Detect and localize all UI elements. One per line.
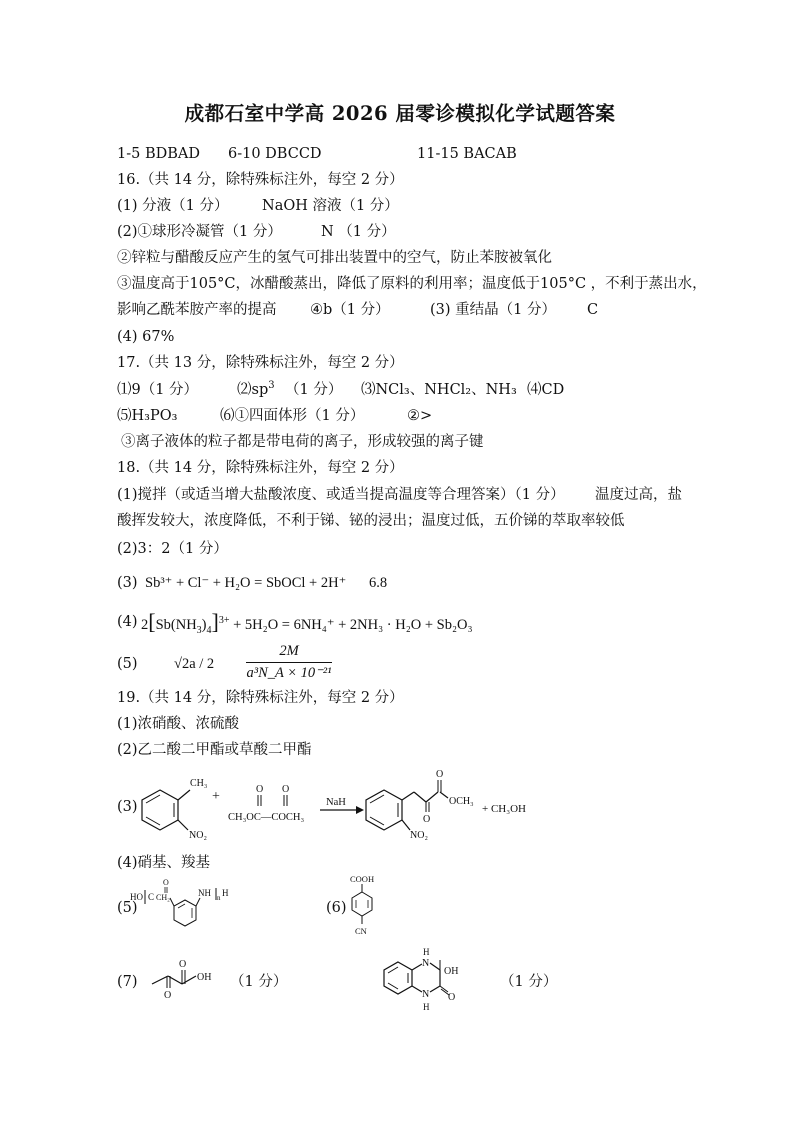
polyamide-structure xyxy=(130,876,240,936)
q19-5-label: (5) xyxy=(117,900,138,916)
svg-text:NaH: NaH xyxy=(326,797,346,808)
q19-6-label: (6) xyxy=(326,900,347,916)
svg-text:CH₃: CH₃ xyxy=(190,778,208,789)
mc-11-15: 11-15 BACAB xyxy=(417,146,517,162)
half-sqrt2-a: √2a / 2 xyxy=(174,656,215,672)
q16-line-4: ③温度高于105°C，冰醋酸蒸出，降低了原料的利用率；温度低于105°C ，不利于蒸出水， xyxy=(117,276,707,292)
mc-1-5: 1-5 BDBAD xyxy=(117,146,200,162)
svg-text:NO₂: NO₂ xyxy=(189,830,207,841)
svg-text:CH₃OC—COCH₃: CH₃OC—COCH₃ xyxy=(228,812,305,823)
svg-text:H: H xyxy=(423,947,430,957)
svg-text:O: O xyxy=(256,784,264,795)
q18-header: 18.（共 14 分，除特殊标注外，每空 2 分） xyxy=(117,460,404,476)
svg-text:+: + xyxy=(212,789,220,804)
svg-text:HO: HO xyxy=(130,892,143,902)
svg-text:N: N xyxy=(422,989,430,1000)
reaction-scheme xyxy=(130,768,530,848)
svg-text:OH: OH xyxy=(197,972,212,983)
reaction-arrow xyxy=(320,797,364,814)
pyruvic-acid-structure xyxy=(146,956,216,1006)
q19-line-4: (4)硝基、羧基 xyxy=(117,855,211,871)
svg-text:N: N xyxy=(422,958,430,969)
svg-text:OCH₃: OCH₃ xyxy=(449,796,474,807)
cyanobenzoic-acid-structure xyxy=(340,872,400,942)
svg-text:CN: CN xyxy=(355,926,367,936)
svg-text:O: O xyxy=(436,769,444,780)
mc-6-10: 6-10 DBCCD xyxy=(228,146,322,162)
svg-text:NO₂: NO₂ xyxy=(410,830,428,841)
q19-line-1: (1)浓硝酸、浓硫酸 xyxy=(117,716,240,732)
nitrophenyl-pyruvate-ester-structure xyxy=(366,769,474,841)
svg-text:n: n xyxy=(217,894,221,902)
q16-line-6: (4) 67% xyxy=(117,329,175,345)
svg-text:C: C xyxy=(148,892,155,902)
svg-text:O: O xyxy=(163,878,169,887)
svg-text:H: H xyxy=(222,888,229,898)
sb-complex-equation: $2[Sb(NH_3)_4]^{3+} + 5H_2O = 6NH_4^+ + 2NH_3 \cdot H_2O + Sb_2O_3$ xyxy=(141,609,473,636)
q19-header: 19.（共 14 分，除特殊标注外，每空 2 分） xyxy=(117,690,404,706)
density-fraction: $\frac{2M}{\text{a³N\_A × 10⁻²¹}}$ xyxy=(246,643,332,681)
q19-line-2: (2)乙二酸二甲酯或草酸二甲酯 xyxy=(117,742,312,758)
svg-text:O: O xyxy=(282,784,290,795)
svg-text:O: O xyxy=(179,959,187,970)
sbocl-equation: Sb³⁺ + Cl⁻ + H₂O = SbOCl + 2H⁺ xyxy=(145,575,347,591)
svg-text:OH: OH xyxy=(444,966,459,977)
page-title: 成都石室中学高 2026 届零诊模拟化学试题答案 xyxy=(184,102,616,125)
q16-line-3: ②锌粒与醋酸反应产生的氢气可排出装置中的空气，防止苯胺被氧化 xyxy=(117,250,552,266)
dimethyl-oxalate-structure xyxy=(228,784,305,823)
svg-text:H: H xyxy=(423,1002,430,1012)
svg-text:O: O xyxy=(448,992,456,1003)
svg-text:+ CH₃OH: + CH₃OH xyxy=(482,803,526,815)
svg-text:COOH: COOH xyxy=(350,874,375,884)
q19-7a-score: （1 分） xyxy=(230,974,288,990)
q19-7-label: (7) xyxy=(117,974,138,990)
answer-sheet-page: 成都石室中学高 2026 届零诊模拟化学试题答案 1-5 BDBAD 6-10 DBCCD 11-15 BACAB 16.（共 14 分，除特殊标注外，每空 2 分） (1) 分液（1 分） NaOH 溶液（1 分） (2)①球形冷凝管（1 分） N （1 分） ②锌粒与醋酸反应产生的氢气可排出装置中的空气，防止苯胺被氧化 ③温度高于105°C，冰醋酸蒸出，降低了原料的利用率；温度低于105°C ，不利于蒸出水， 影响乙酰苯胺产率的提高 ④b（1 分） (3) 重结晶（1 分） C (4) 67% 17.（共 13 分，除特殊标注外，每空 2 分） ⑴9（1 分） $⑵sp^3$ （1 分） ⑶NCl₃、NHCl₂、NH₃ ⑷CD ⑸H₃PO₃ ⑹①四面体形（1 分） ②> ③离子液体的粒子都是带电荷的离子，形成较强的离子键 18.（共 14 分，除特殊标注外，每空 2 分） (1)搅拌（或适当增大盐酸浓度、或适当提高温度等合理答案）（1 分） 温度过高，盐 酸挥发较大，浓度降低，不利于锑、铋的浸出；温度过低，五价锑的萃取率较低 (2)3：2（1 分） (3) Sb³⁺ + Cl⁻ + H₂O = SbOCl + 2H⁺ 6.8 (4) $2[Sb(NH_3)_4]^{3+} + 5H_2O = 6NH_4^+ + 2NH_3 \cdot H_2O + Sb_2O_3$ (5) √2a / 2 $\frac{2M}{\text{a³N\_A × 10⁻²¹}}$ 19.（共 14 分，除特殊标注外，每空 2 分） (1)浓硝酸、浓硫酸 (2)乙二酸二甲酯或草酸二甲酯 (3) CH₃ NO₂ + O O CH₃OC—COCH₃ NaH O O OCH₃ NO₂ + CH₃OH (4)硝基、羧基 (5) HO O C CH₂ NH n H (6) COOH CN (7) O O OH （1 分） N H OH O N H （1 分） xyxy=(0,0,800,1131)
q18-line-2: 酸挥发较大，浓度降低，不利于锑、铋的浸出；温度过低，五价锑的萃取率较低 xyxy=(117,513,625,529)
svg-text:CH₂: CH₂ xyxy=(156,893,170,902)
quinoxalinone-structure xyxy=(378,944,488,1014)
svg-text:O: O xyxy=(423,814,431,825)
svg-text:O: O xyxy=(164,990,172,1001)
q16-header: 16.（共 14 分，除特殊标注外，每空 2 分） xyxy=(117,172,404,188)
svg-text:NH: NH xyxy=(198,888,211,898)
q17-header: 17.（共 13 分，除特殊标注外，每空 2 分） xyxy=(117,355,404,371)
q17-line-3: ③离子液体的粒子都是带电荷的离子，形成较强的离子键 xyxy=(121,434,484,450)
q19-3-label: (3) xyxy=(117,799,138,815)
o-nitrotoluene-structure xyxy=(142,778,207,841)
q18-line-3: (2)3：2（1 分） xyxy=(117,541,228,557)
q19-7b-score: （1 分） xyxy=(500,974,558,990)
